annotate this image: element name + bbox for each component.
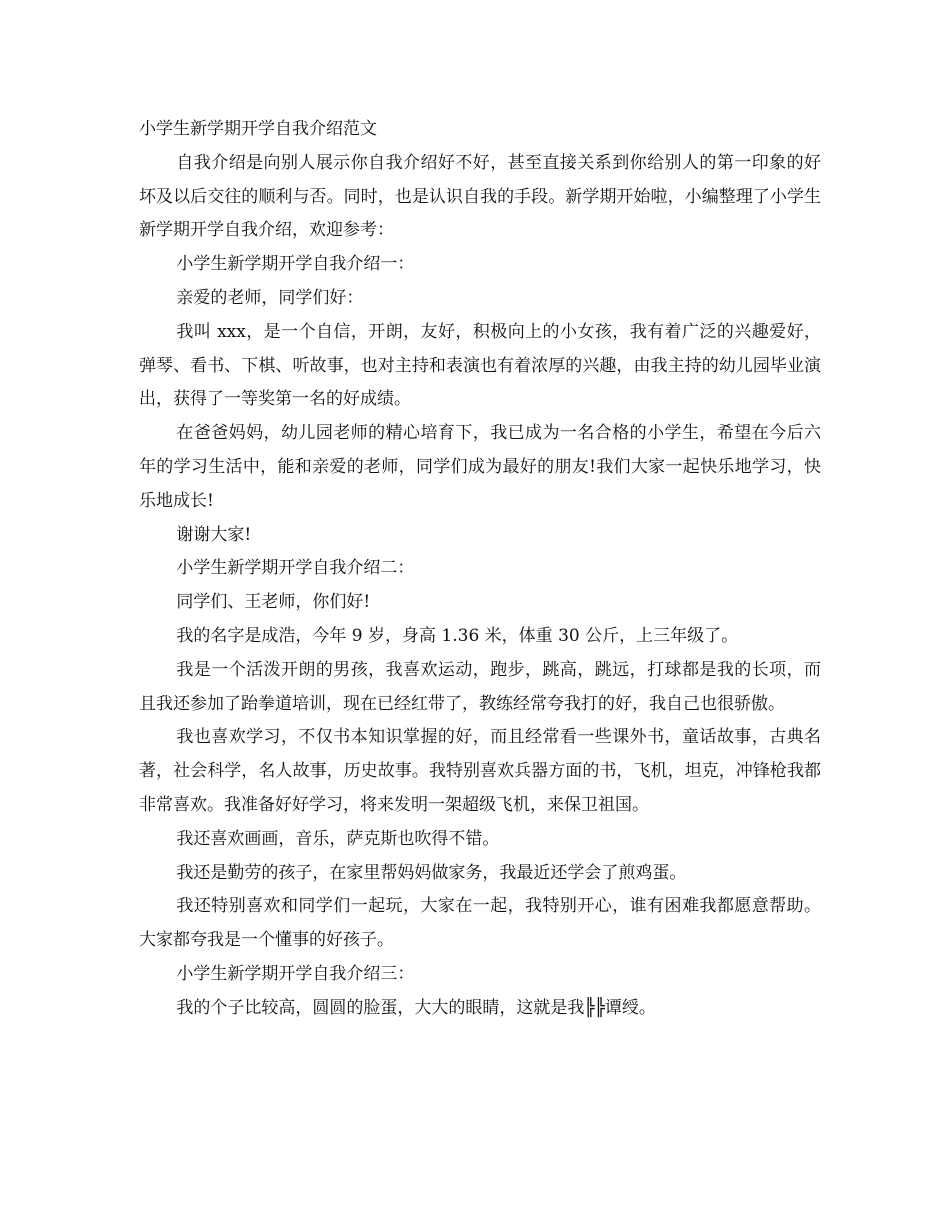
section-heading-three: 小学生新学期开学自我介绍三： — [176, 963, 415, 984]
paragraph: 我是一个活泼开朗的男孩，我喜欢运动，跑步，跳高，跳远，打球都是我的长项，而且我还参加了跆拳道培训，现在已经红带了，教练经常夸我打的好，我自己也很骄傲。 — [139, 659, 821, 714]
intro-paragraph: 自我介绍是向别人展示你自我介绍好不好，甚至直接关系到你给别人的第一印象的好坏及以后交往的顺利与否。同时，也是认识自我的手段。新学期开始啦，小编整理了小学生新学期开学自我介绍，欢迎参考： — [139, 152, 821, 241]
paragraph: 我也喜欢学习，不仅书本知识掌握的好，而且经常看一些课外书，童话故事，古典名著，社会科学，名人故事，历史故事。我特别喜欢兵器方面的书，飞机，坦克，冲锋枪我都非常喜欢。我准备好好学习，将来发明一架超级飞机，来保卫祖国。 — [139, 727, 821, 815]
paragraph: 我还喜欢画画，音乐，萨克斯也吹得不错。 — [176, 828, 500, 849]
paragraph: 我的个子比较高，圆圆的脸蛋，大大的眼睛，这就是我╠╠谭绶。 — [176, 997, 656, 1018]
document-title: 小学生新学期开学自我介绍范文 — [139, 119, 377, 139]
section-heading-one: 小学生新学期开学自我介绍一： — [176, 254, 415, 275]
greeting-two: 同学们、王老师，你们好! — [176, 592, 371, 613]
greeting-one: 亲爱的老师，同学们好： — [176, 287, 364, 308]
document-body — [139, 113, 821, 1026]
paragraph: 我还是勤劳的孩子，在家里帮妈妈做家务，我最近还学会了煎鸡蛋。 — [176, 862, 687, 883]
section-heading-two: 小学生新学期开学自我介绍二： — [176, 558, 415, 579]
paragraph: 我还特别喜欢和同学们一起玩，大家在一起，我特别开心，谁有困难我都愿意帮助。大家都夸我是一个懂事的好孩子。 — [139, 896, 821, 951]
paragraph: 在爸爸妈妈，幼儿园老师的精心培育下，我已成为一名合格的小学生，希望在今后六年的学习生活中，能和亲爱的老师，同学们成为最好的朋友!我们大家一起快乐地学习，快乐地成长! — [139, 423, 821, 511]
paragraph: 我叫 xxx，是一个自信，开朗，友好，积极向上的小女孩，我有着广泛的兴趣爱好，弹琴、看书、下棋、听故事，也对主持和表演也有着浓厚的兴趣，由我主持的幼儿园毕业演出，获得了一等奖第一名的好成绩。 — [139, 321, 821, 410]
closing-thanks: 谢谢大家! — [176, 524, 252, 545]
paragraph: 我的名字是成浩，今年 9 岁，身高 1.36 米，体重 30 公斤，上三年级了。 — [176, 625, 739, 646]
